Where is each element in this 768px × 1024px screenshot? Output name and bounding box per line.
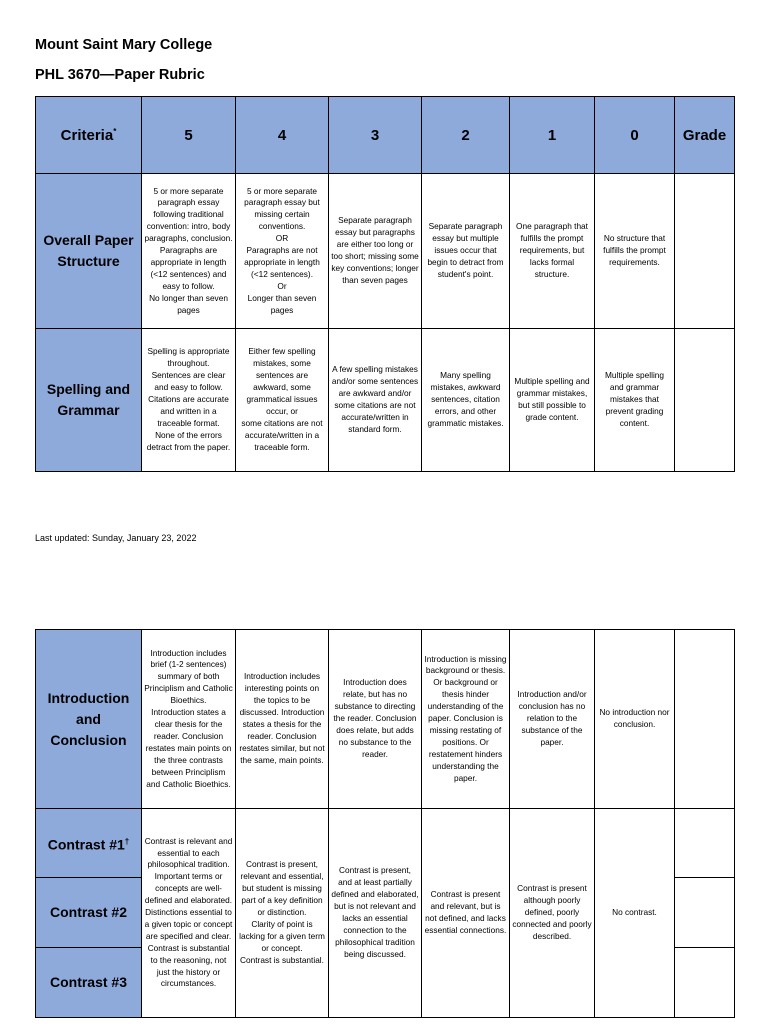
rubric-cell: Introduction is missing background or thesis. Or background or thesis hinder understanding of the paper. Conclusion is missing restating of positions. Or restatement hinders understanding the paper. [422,630,510,809]
grade-cell[interactable] [675,630,735,809]
score-header-5: 5 [142,97,236,174]
grade-cell[interactable] [675,174,735,329]
header-row [36,97,735,174]
table-row [36,174,735,329]
rubric-cell: No structure that fulfills the prompt requirements. [595,174,675,329]
rubric-cell: No contrast. [595,809,675,1018]
rubric-cell: Contrast is present, relevant and essential, but student is missing part of a key definition or distinction. Clarity of point is lacking for a given term or concept. Contrast is substantial. [236,809,329,1018]
college-name: Mount Saint Mary College [35,37,213,53]
rubric-title: PHL 3670—Paper Rubric [35,67,205,83]
criteria-header: Criteria* [36,97,142,174]
asterisk-footnote-mark: * [113,126,117,136]
score-header-0: 0 [595,97,675,174]
criterion-label: Contrast #2 [36,878,142,948]
rubric-cell: A few spelling mistakes and/or some sentences are awkward and/or some citations are not accurate/written in standard form. [329,329,422,472]
table-row [36,809,735,878]
rubric-cell: 5 or more separate paragraph essay following traditional convention: intro, body paragraphs, conclusion. Paragraphs are appropriate in length (<12 sentences) and easy to follow. No longer than seven pages [142,174,236,329]
rubric-cell: Contrast is present and relevant, but is not defined, and lacks essential connections. [422,809,510,1018]
rubric-cell: Contrast is present, and at least partially defined and elaborated, but is not relevant and lacks an essential connection to the philosophical tradition being discussed. [329,809,422,1018]
grade-cell[interactable] [675,809,735,878]
grade-cell[interactable] [675,948,735,1018]
rubric-cell: Many spelling mistakes, awkward sentences, citation errors, and other grammatic mistakes. [422,329,510,472]
rubric-cell: Multiple spelling and grammar mistakes that prevent grading content. [595,329,675,472]
rubric-table-2 [35,629,735,1018]
score-header-4: 4 [236,97,329,174]
criterion-label: Introduction and Conclusion [36,630,142,809]
dagger-footnote-mark: † [124,836,130,846]
rubric-cell: Introduction does relate, but has no substance to directing the reader. Conclusion does relate, but adds no substance to the reader. [329,630,422,809]
rubric-cell: 5 or more separate paragraph essay but missing certain conventions. OR Paragraphs are not appropriate in length (<12 sentences). Or Longer than seven pages [236,174,329,329]
criterion-label: Contrast #3 [36,948,142,1018]
rubric-cell: Separate paragraph essay but multiple issues occur that begin to detract from student's point. [422,174,510,329]
criterion-label: Spelling and Grammar [36,329,142,472]
rubric-cell: Spelling is appropriate throughout. Sentences are clear and easy to follow. Citations are accurate and written in a traceable format. None of the errors detract from the paper. [142,329,236,472]
grade-header: Grade [675,97,735,174]
table-row [36,630,735,809]
rubric-cell: Introduction and/or conclusion has no relation to the substance of the paper. [510,630,595,809]
score-header-3: 3 [329,97,422,174]
grade-cell[interactable] [675,329,735,472]
last-updated-note: Last updated: Sunday, January 23, 2022 [35,533,197,543]
rubric-cell: Multiple spelling and grammar mistakes, but still possible to grade content. [510,329,595,472]
score-header-1: 1 [510,97,595,174]
rubric-cell: Contrast is relevant and essential to each philosophical tradition. Important terms or concepts are well-defined and elaborated. Distinctions essential to a given topic or concept are specified and clear. Contrast is substantial to the reasoning, not just the history or circumstances. [142,809,236,1018]
rubric-table-1 [35,96,735,472]
rubric-cell: Introduction includes brief (1-2 sentences) summary of both Principlism and Catholic Bioethics. Introduction states a clear thesis for the reader. Conclusion restates main points on the three contrasts between Principlism and Catholic Bioethics. [142,630,236,809]
rubric-cell: Introduction includes interesting points on the topics to be discussed. Introduction states a thesis for the reader. Conclusion restates similar, but not the same, main points. [236,630,329,809]
rubric-cell: Contrast is present although poorly defined, poorly connected and poorly described. [510,809,595,1018]
criterion-label: Overall Paper Structure [36,174,142,329]
grade-cell[interactable] [675,878,735,948]
rubric-cell: Separate paragraph essay but paragraphs are either too long or too short; missing some key conventions; longer than seven pages [329,174,422,329]
score-header-2: 2 [422,97,510,174]
table-row [36,329,735,472]
rubric-cell: One paragraph that fulfills the prompt requirements, but lacks formal structure. [510,174,595,329]
rubric-cell: No introduction nor conclusion. [595,630,675,809]
rubric-cell: Either few spelling mistakes, some sentences are awkward, some grammatical issues occur, or some citations are not accurate/written in a traceable form. [236,329,329,472]
criterion-label: Contrast #1† [36,809,142,878]
